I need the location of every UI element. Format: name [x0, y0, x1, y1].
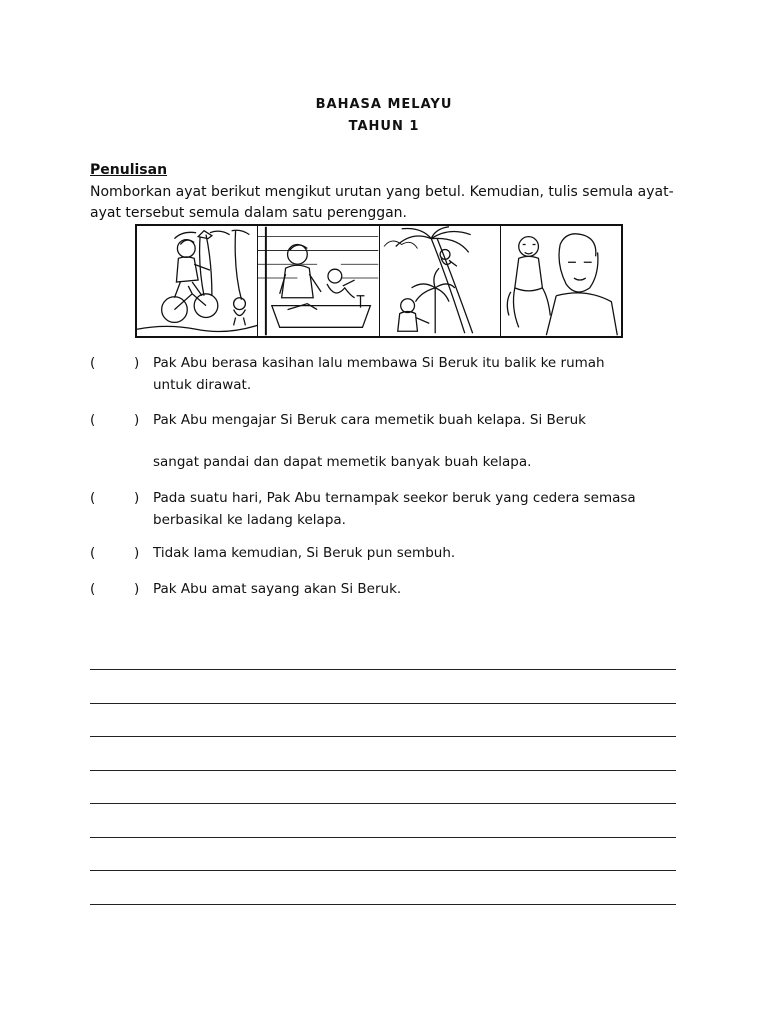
sentence-line: untuk dirawat.: [153, 377, 252, 393]
writing-line[interactable]: [90, 802, 676, 804]
document-grade: TAHUN 1: [348, 119, 420, 134]
writing-line[interactable]: [90, 769, 676, 771]
monkey-climbing-coconut-tree-illustration: [380, 226, 501, 336]
instruction-text: Nomborkan ayat berikut mengikut urutan yang betul. Kemudian, tulis semula ayat-ayat tersebut semula dalam satu perenggan.: [90, 184, 674, 221]
writing-line[interactable]: [90, 702, 676, 704]
sentence-line: Pak Abu berasa kasihan lalu membawa Si Beruk itu balik ke rumah: [153, 355, 605, 371]
answer-blank-close: ): [134, 581, 140, 597]
sentence-line: Pada suatu hari, Pak Abu ternampak seekor beruk yang cedera semasa: [153, 490, 636, 506]
writing-line[interactable]: [90, 836, 676, 838]
writing-line[interactable]: [90, 869, 676, 871]
answer-blank-open[interactable]: (: [90, 490, 96, 506]
writing-line[interactable]: [90, 735, 676, 737]
boy-riding-bicycle-with-monkey-illustration: [137, 226, 258, 336]
sentence-line: Tidak lama kemudian, Si Beruk pun sembuh.: [153, 545, 456, 561]
man-with-monkey-on-shoulder-illustration: [501, 226, 621, 336]
sentence-line: Pak Abu mengajar Si Beruk cara memetik buah kelapa. Si Beruk: [153, 412, 586, 428]
answer-blank-close: ): [134, 412, 140, 428]
answer-blank-close: ): [134, 355, 140, 371]
answer-blank-close: ): [134, 490, 140, 506]
answer-blank-open[interactable]: (: [90, 581, 96, 597]
answer-blank-open[interactable]: (: [90, 545, 96, 561]
man-tending-injured-monkey-illustration: [258, 226, 379, 336]
picture-strip: [135, 224, 623, 338]
sentence-line: sangat pandai dan dapat memetik banyak buah kelapa.: [153, 454, 532, 470]
writing-area[interactable]: [90, 668, 676, 936]
sentence-line: berbasikal ke ladang kelapa.: [153, 512, 346, 528]
writing-line[interactable]: [90, 903, 676, 905]
document-subject: BAHASA MELAYU: [315, 97, 453, 112]
answer-blank-open[interactable]: (: [90, 412, 96, 428]
writing-line[interactable]: [90, 668, 676, 670]
answer-blank-open[interactable]: (: [90, 355, 96, 371]
section-heading: Penulisan: [90, 162, 168, 178]
answer-blank-close: ): [134, 545, 140, 561]
sentence-line: Pak Abu amat sayang akan Si Beruk.: [153, 581, 402, 597]
